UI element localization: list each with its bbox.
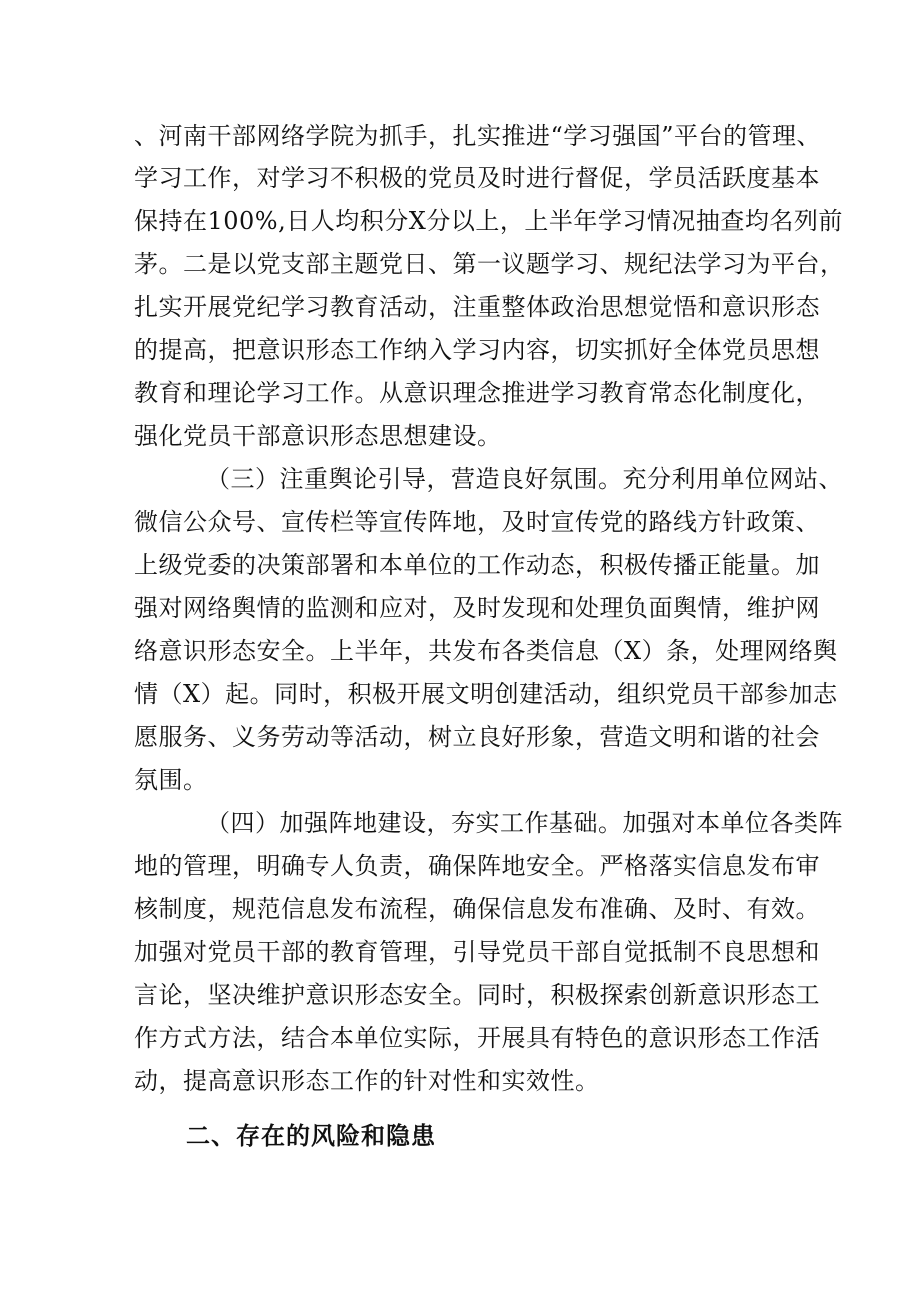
text-line: 教育和理论学习工作。从意识理念推进学习教育常态化制度化，	[134, 379, 820, 407]
text-line: 学习工作，对学习不积极的党员及时进行督促，学员活跃度基本	[134, 164, 820, 192]
text-line: 核制度，规范信息发布流程，确保信息发布准确、及时、有效。	[134, 895, 820, 923]
text-line: 茅。二是以党支部主题党日、第一议题学习、规纪法学习为平台，	[134, 250, 845, 278]
text-line: 的提高，把意识形态工作纳入学习内容，切实抓好全体党员思想	[134, 336, 820, 364]
text-line: 作方式方法，结合本单位实际，开展具有特色的意识形态工作活	[134, 1024, 820, 1052]
text-line: （三）注重舆论引导，营造良好氛围。充分利用单位网站、	[206, 465, 843, 493]
section-heading: 二、存在的风险和隐患	[186, 1121, 436, 1150]
text-line: 地的管理，明确专人负责，确保阵地安全。严格落实信息发布审	[134, 852, 820, 880]
text-line: 加强对党员干部的教育管理，引导党员干部自觉抵制不良思想和	[134, 938, 820, 966]
text-line: 言论，坚决维护意识形态安全。同时，积极探索创新意识形态工	[134, 981, 820, 1009]
text-line: 强对网络舆情的监测和应对，及时发现和处理负面舆情，维护网	[134, 594, 820, 622]
text-line: 络意识形态安全。上半年，共发布各类信息（X）条，处理网络舆	[134, 637, 838, 665]
text-line: 扎实开展党纪学习教育活动，注重整体政治思想觉悟和意识形态	[134, 293, 820, 321]
text-line: 、河南干部网络学院为抓手，扎实推进“学习强国”平台的管理、	[134, 122, 822, 150]
text-line: 愿服务、义务劳动等活动，树立良好形象，营造文明和谐的社会	[134, 723, 820, 751]
text-line: 保持在100%,日人均积分X分以上，上半年学习情况抽查均名列前	[134, 207, 843, 235]
text-line: 强化党员干部意识形态思想建设。	[134, 422, 502, 450]
text-line: 微信公众号、宣传栏等宣传阵地，及时宣传党的路线方针政策、	[134, 508, 820, 536]
text-line: 情（X）起。同时，积极开展文明创建活动，组织党员干部参加志	[134, 680, 838, 708]
text-line: 动，提高意识形态工作的针对性和实效性。	[134, 1067, 600, 1095]
text-line: 氛围。	[134, 766, 208, 794]
text-line: （四）加强阵地建设，夯实工作基础。加强对本单位各类阵	[206, 809, 843, 837]
text-line: 上级党委的决策部署和本单位的工作动态，积极传播正能量。加	[134, 551, 820, 579]
